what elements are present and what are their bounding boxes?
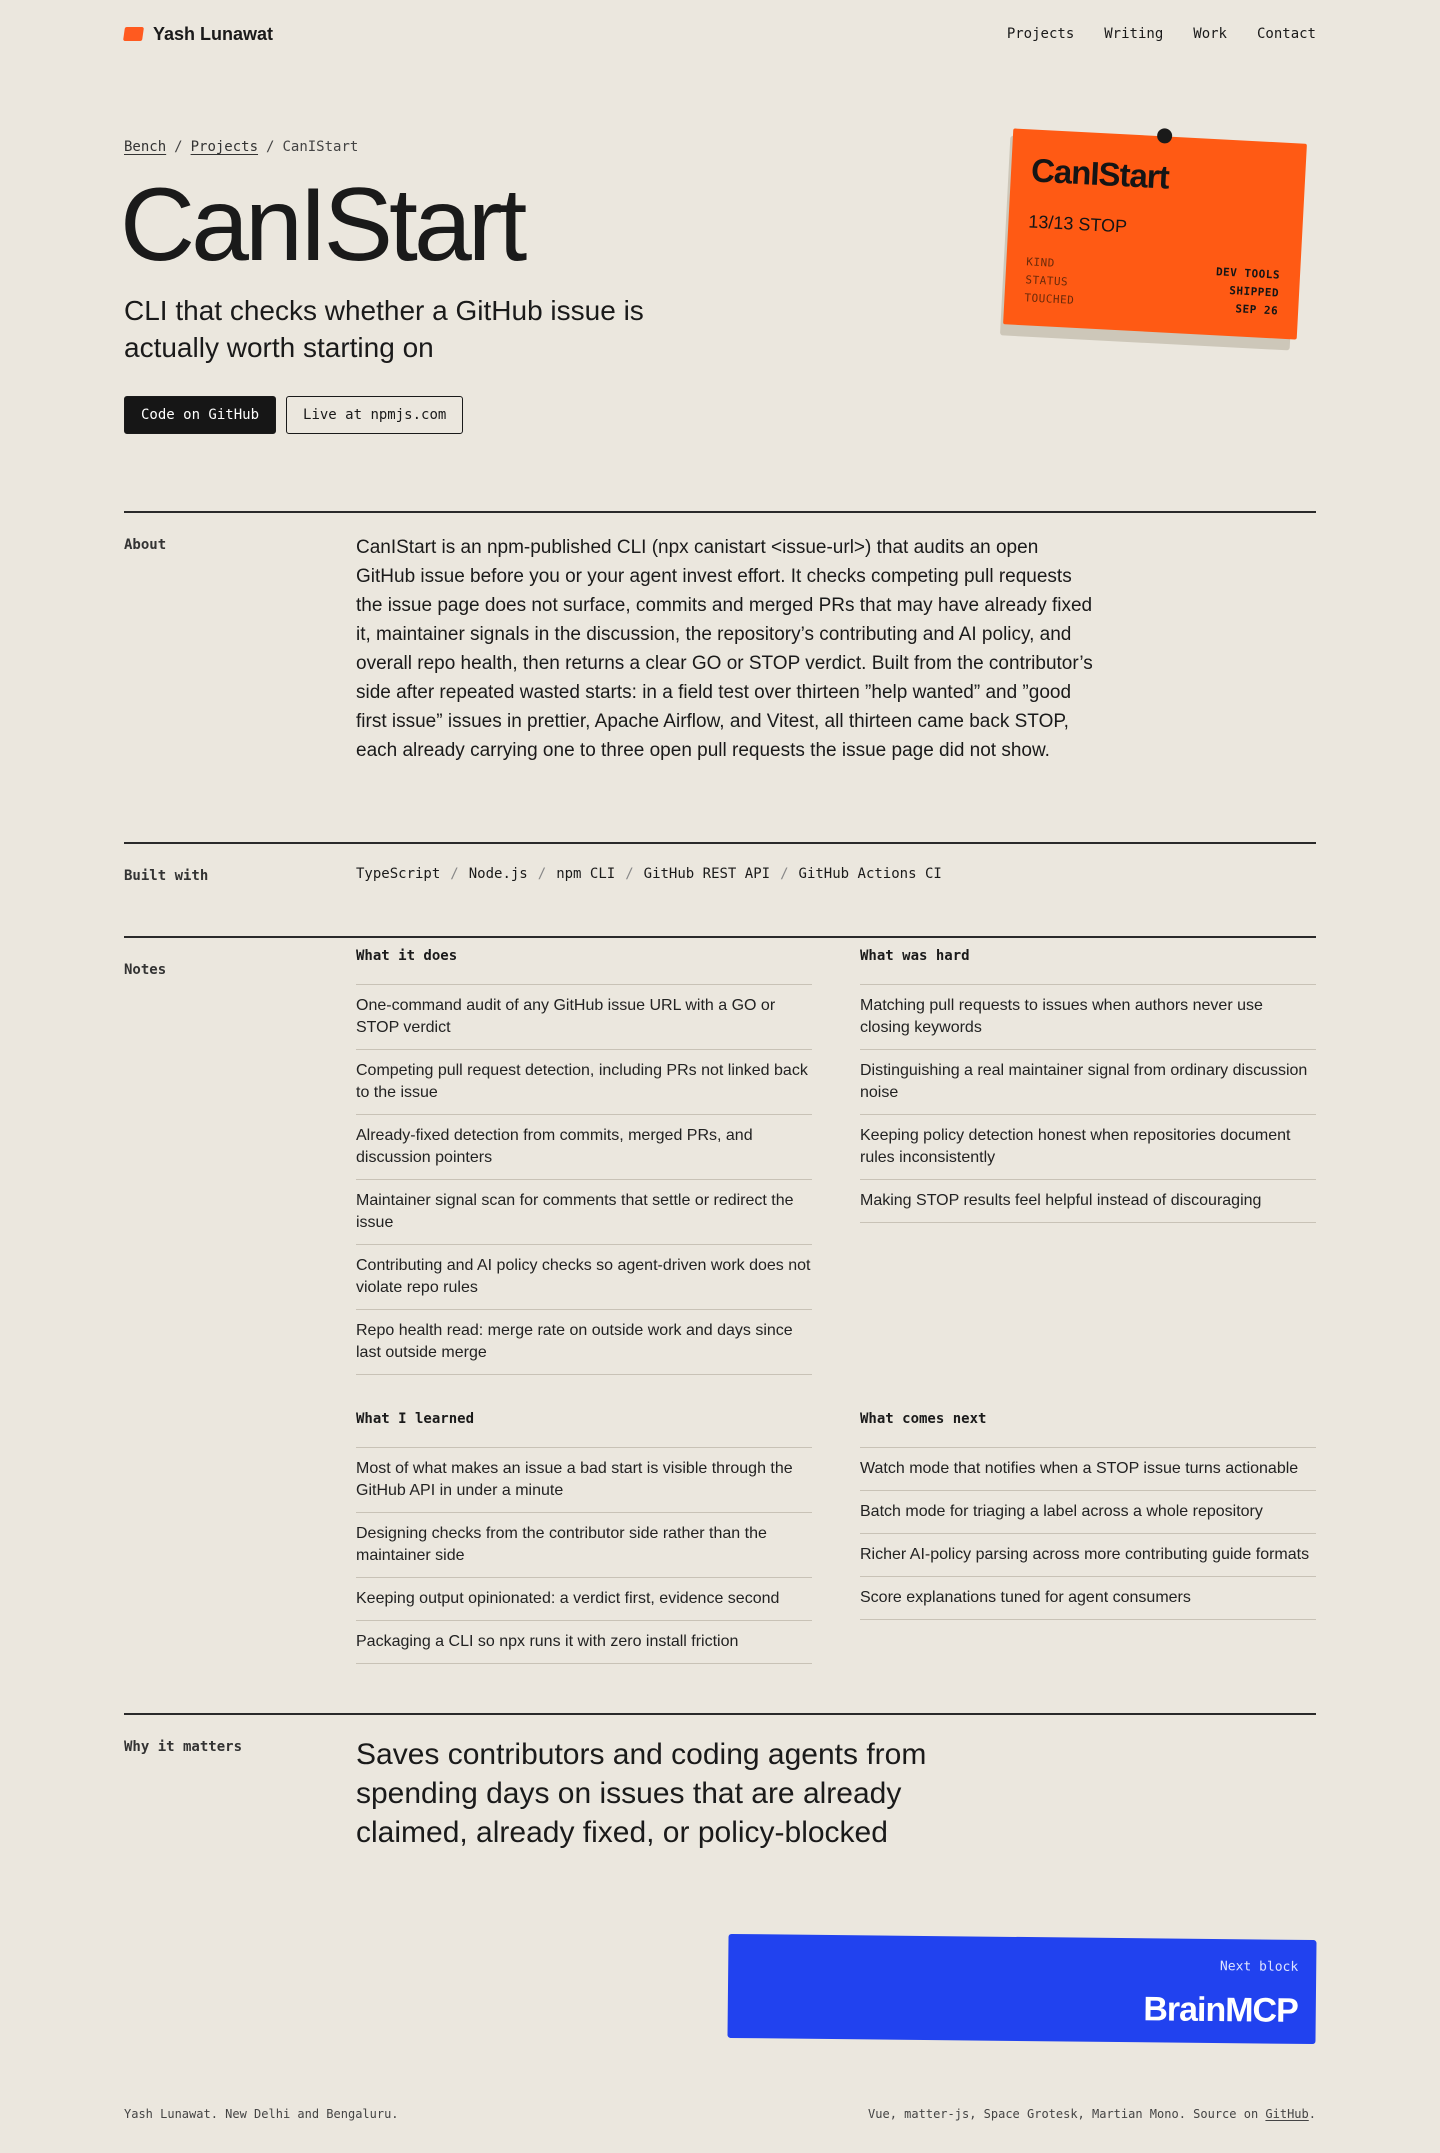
notes-label: Notes (124, 962, 167, 978)
code-on-github-button[interactable]: Code on GitHub (124, 396, 276, 434)
list-item: Watch mode that notifies when a STOP issue turns actionable (860, 1448, 1316, 1491)
what-i-learned-list (356, 1411, 812, 1664)
tech-item: GitHub REST API (643, 866, 771, 882)
next-block-title: BrainMCP (1143, 1990, 1298, 2030)
list-item: Keeping policy detection honest when repositories document rules inconsistently (860, 1115, 1316, 1180)
what-was-hard-list (860, 948, 1316, 1223)
page-title: CanIStart (120, 167, 524, 283)
top-bar (124, 20, 1316, 48)
list-item: Making STOP results feel helpful instead of discouraging (860, 1180, 1316, 1223)
nav-contact[interactable]: Contact (1256, 26, 1316, 42)
list-item: Competing pull request detection, including PRs not linked back to the issue (356, 1050, 812, 1115)
section-divider (124, 842, 1316, 844)
notes-heading: What comes next (860, 1411, 1316, 1448)
list-item: Score explanations tuned for agent consumers (860, 1577, 1316, 1620)
notes-heading: What was hard (860, 948, 1316, 985)
list-item: Matching pull requests to issues when authors never use closing keywords (860, 985, 1316, 1050)
card-key-touched: TOUCHED (1024, 291, 1075, 307)
card-title: CanIStart (1030, 151, 1170, 196)
card-key-kind: KIND (1026, 255, 1056, 270)
card-meta (1024, 253, 1280, 320)
notes-heading: What I learned (356, 1411, 812, 1448)
list-item: Repo health read: merge rate on outside work and days since last outside merge (356, 1310, 812, 1375)
list-item: Designing checks from the contributor side rather than the maintainer side (356, 1513, 812, 1578)
list-item: Contributing and AI policy checks so agent-driven work does not violate repo rules (356, 1245, 812, 1310)
section-divider (124, 1713, 1316, 1715)
hero-actions (124, 396, 463, 434)
breadcrumb-bench[interactable]: Bench (124, 139, 167, 155)
card-value-kind: DEV TOOLS (1215, 265, 1281, 282)
card-verdict: 13/13 STOP (1027, 211, 1128, 237)
card-key-status: STATUS (1025, 273, 1069, 289)
why-it-matters-text: Saves contributors and coding agents from spending days on issues that are already claimed, already fixed, or policy-blocked (356, 1738, 927, 1849)
built-with-label: Built with (124, 868, 209, 884)
footer-source: Vue, matter-js, Space Grotesk, Martian Mono. Source on GitHub. (868, 2107, 1316, 2121)
breadcrumb-separator: / (174, 139, 183, 155)
breadcrumb-separator: / (266, 139, 275, 155)
live-at-npm-button[interactable]: Live at npmjs.com (286, 396, 463, 434)
section-divider (124, 511, 1316, 513)
tech-item: npm CLI (556, 866, 616, 882)
about-text: CanIStart is an npm-published CLI (npx canistart <issue-url>) that audits an open GitHub issue before you or your agent invest effort. It checks competing pull requests the issue page does not surface, commits and merged PRs that may have already fixed it, maintainer signals in the discussion, the repository’s contributing and AI policy, and overall repo health, then returns a clear GO or STOP verdict. Built from the contributor’s side after repeated wasted starts: in a field test over thirteen ”help wanted” and ”good first issue” issues in prettier, Apache Airflow, and Vitest, all thirteen came back STOP, each already carrying one to three open pull requests the issue page did not show. (356, 537, 1093, 761)
list-item: Most of what makes an issue a bad start is visible through the GitHub API in under a minute (356, 1448, 812, 1513)
nav-projects[interactable]: Projects (1006, 26, 1075, 42)
next-block-label: Next block (1219, 1959, 1299, 1975)
why-it-matters-label: Why it matters (124, 1739, 243, 1755)
section-divider (124, 936, 1316, 938)
breadcrumb-projects[interactable]: Projects (190, 139, 259, 155)
nav-writing[interactable]: Writing (1104, 26, 1164, 42)
list-item: Maintainer signal scan for comments that settle or redirect the issue (356, 1180, 812, 1245)
list-item: Batch mode for triaging a label across a whole repository (860, 1491, 1316, 1534)
notes-heading: What it does (356, 948, 812, 985)
project-card (1003, 128, 1307, 339)
page-subtitle: CLI that checks whether a GitHub issue is actually worth starting on (124, 295, 644, 363)
tech-item: TypeScript (356, 866, 441, 882)
tech-list: TypeScript / Node.js / npm CLI / GitHub REST API / GitHub Actions CI (356, 866, 942, 882)
list-item: Richer AI-policy parsing across more contributing guide formats (860, 1534, 1316, 1577)
list-item: Already-fixed detection from commits, merged PRs, and discussion pointers (356, 1115, 812, 1180)
pin-icon (1157, 128, 1173, 144)
list-item: One-command audit of any GitHub issue URL with a GO or STOP verdict (356, 985, 812, 1050)
next-block-link[interactable] (727, 1934, 1316, 2044)
footer-github-link[interactable]: GitHub (1265, 2107, 1309, 2121)
breadcrumb (124, 139, 358, 155)
brand-logo-icon (123, 27, 144, 41)
tech-item: GitHub Actions CI (798, 866, 942, 882)
footer (124, 2107, 1316, 2121)
brand-link[interactable] (124, 24, 273, 45)
what-comes-next-list (860, 1411, 1316, 1620)
brand-name: Yash Lunawat (153, 23, 274, 44)
main-nav (1007, 26, 1316, 42)
about-label: About (124, 537, 167, 553)
card-value-status: SHIPPED (1228, 283, 1280, 300)
card-value-touched: SEP 26 (1235, 302, 1279, 318)
what-it-does-list (356, 948, 812, 1375)
tech-item: Node.js (468, 866, 528, 882)
nav-work[interactable]: Work (1193, 26, 1227, 42)
footer-credit: Yash Lunawat. New Delhi and Bengaluru. (124, 2107, 399, 2121)
list-item: Keeping output opinionated: a verdict first, evidence second (356, 1578, 812, 1621)
list-item: Distinguishing a real maintainer signal from ordinary discussion noise (860, 1050, 1316, 1115)
breadcrumb-current: CanIStart (282, 139, 359, 155)
list-item: Packaging a CLI so npx runs it with zero install friction (356, 1621, 812, 1664)
